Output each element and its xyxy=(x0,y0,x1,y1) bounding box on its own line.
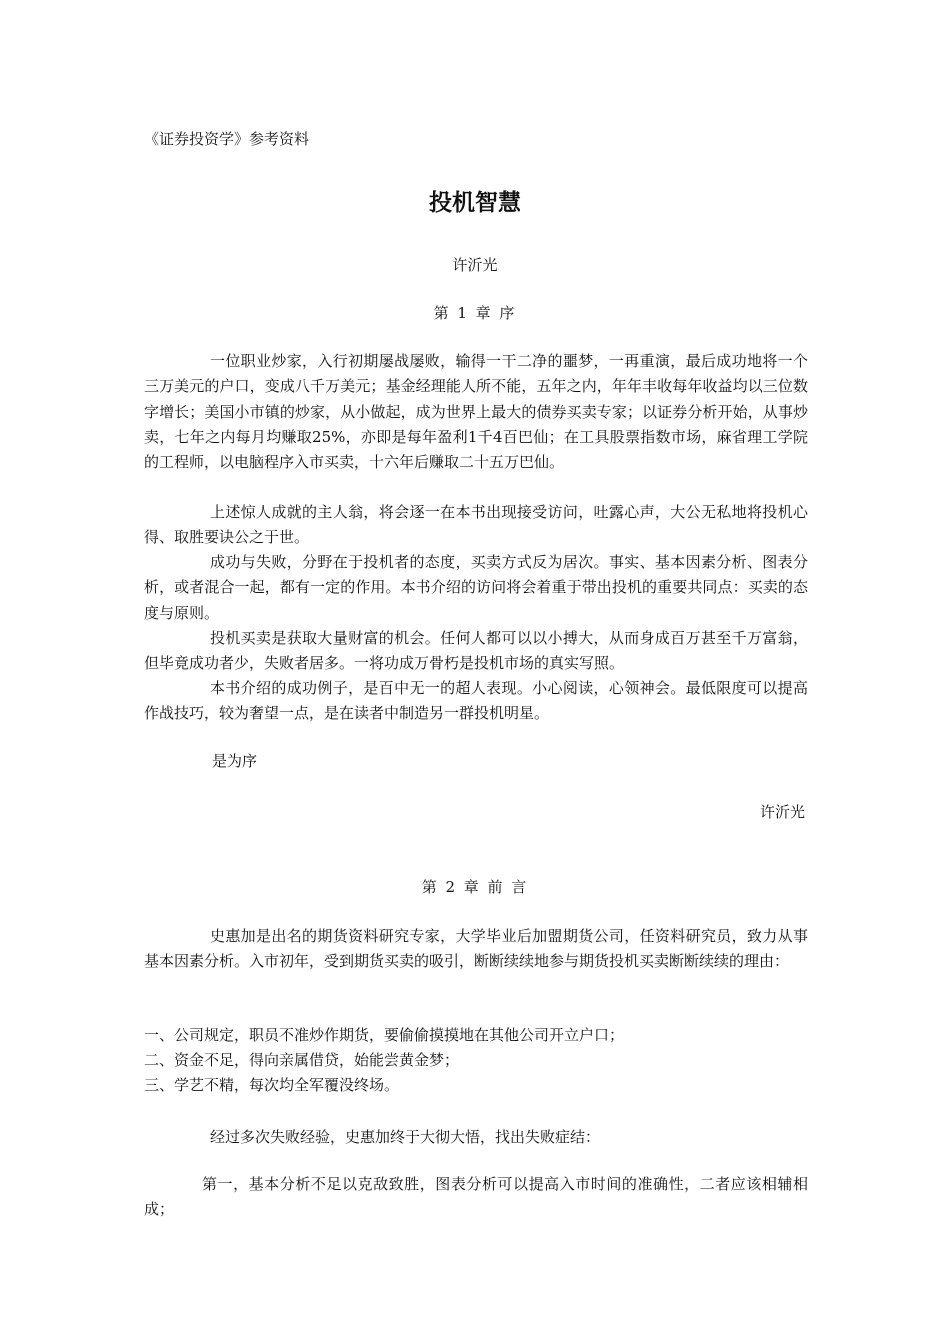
preface-paragraph-2 xyxy=(144,500,808,551)
paragraph-text: 第一，基本分析不足以克敌致胜，图表分析可以提高入市时间的准确性，二者应该相辅相成； xyxy=(144,1175,808,1219)
preface-paragraph-5 xyxy=(144,676,808,727)
reason-item-3: 三、学艺不精，每次均全军覆没终场。 xyxy=(144,1076,400,1094)
paragraph-text: 上述惊人成就的主人翁，将会逐一在本书出现接受访问，吐露心声，大公无私地将投机心得、取胜要诀公之于世。 xyxy=(144,503,808,547)
paragraph-text: 史惠加是出名的期货资料研究专家，大学毕业后加盟期货公司，任资料研究员，致力从事基本因素分析。入市初年，受到期货买卖的吸引，断断续续地参与期货投机买卖断断续续的理由： xyxy=(144,927,808,971)
paragraph-text: 一位职业炒家，入行初期屡战屡败，输得一干二净的噩梦，一再重演，最后成功地将一个三万美元的户口，变成八千万美元；基金经理能人所不能，五年之内，年年丰收每年收益均以三位数字增长；美国小市镇的炒家，从小做起，成为世界上最大的债券买卖专家；以证券分析开始，从事炒卖，七年之内每月均赚取25%，亦即是每年盈利1千4百巴仙；在工具股票指数市场，麻省理工学院的工程师，以电脑程序入市买卖，十六年后赚取二十五万巴仙。 xyxy=(144,352,808,472)
lesson-intro: 经过多次失败经验，史惠加终于大彻大悟，找出失败症结： xyxy=(210,1128,601,1146)
paragraph-text: 投机买卖是获取大量财富的机会。任何人都可以以小搏大，从而身成百万甚至千万富翁，但毕竟成功者少，失败者居多。一将功成万骨朽是投机市场的真实写照。 xyxy=(144,629,808,673)
preface-signature: 许沂光 xyxy=(760,803,806,821)
book-title: 投机智慧 xyxy=(429,190,521,216)
chapter-1-heading: 第 1 章 序 xyxy=(433,304,517,322)
chapter-2-heading: 第 2 章 前 言 xyxy=(421,878,529,896)
preface-paragraph-3 xyxy=(144,550,808,626)
first-point xyxy=(144,1172,808,1223)
preface-paragraph-4 xyxy=(144,626,808,677)
book-author: 许沂光 xyxy=(452,256,498,274)
paragraph-text: 本书介绍的成功例子，是百中无一的超人表现。小心阅读，心领神会。最低限度可以提高作战技巧，较为奢望一点，是在读者中制造另一群投机明星。 xyxy=(144,679,808,723)
reason-item-2: 二、资金不足，得向亲属借贷，始能尝黄金梦； xyxy=(144,1051,460,1069)
source-header: 《证券投资学》参考资料 xyxy=(144,130,310,148)
paragraph-text: 成功与失败，分野在于投机者的态度，买卖方式反为居次。事实、基本因素分析、图表分析，或者混合一起，都有一定的作用。本书介绍的访问将会着重于带出投机的重要共同点：买卖的态度与原则。 xyxy=(144,553,808,622)
preface-closing: 是为序 xyxy=(212,752,258,770)
preface-paragraph-1 xyxy=(144,349,808,475)
reason-item-1: 一、公司规定，职员不准炒作期货，要偷偷摸摸地在其他公司开立户口； xyxy=(144,1026,625,1044)
foreword-intro xyxy=(144,924,808,975)
